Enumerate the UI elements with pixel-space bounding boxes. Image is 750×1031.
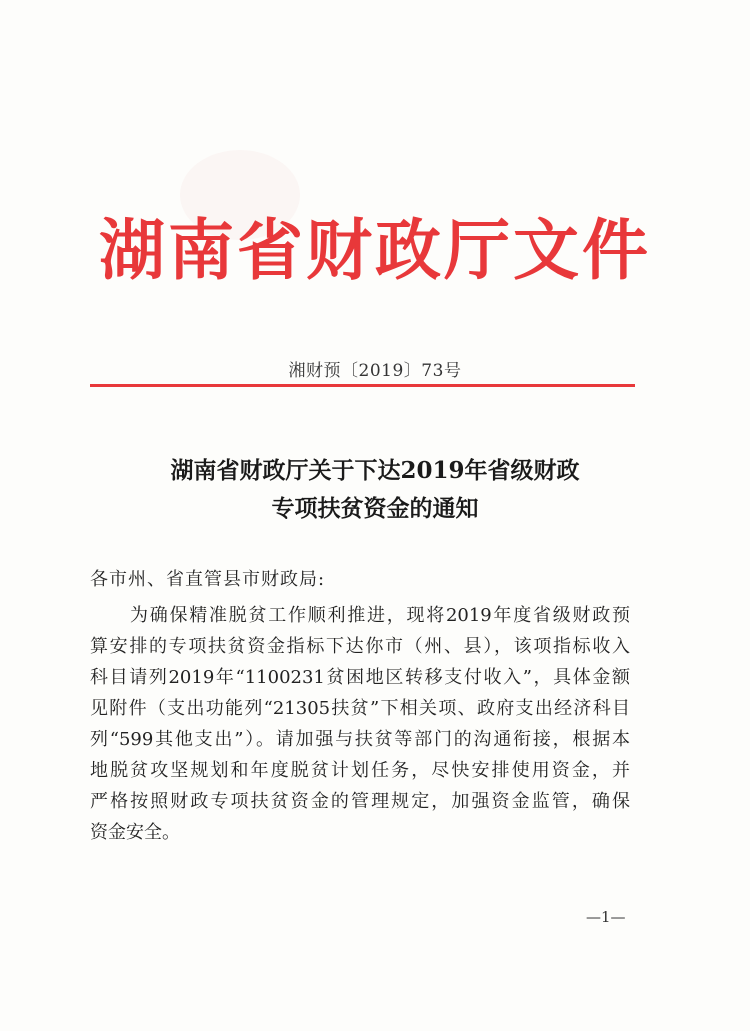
notice-title-line-1: 湖南省财政厅关于下达2019年省级财政 <box>170 457 580 484</box>
red-divider-line <box>90 384 635 387</box>
salutation: 各市州、省直管县市财政局: <box>90 569 326 590</box>
document-number: 湘财预〔2019〕73号 <box>288 361 462 381</box>
body-line: 为确保精准脱贫工作顺利推进，现将2019年度省级财政预 <box>130 605 630 626</box>
notice-title-line-2: 专项扶贫资金的通知 <box>271 495 479 522</box>
body-line: 地脱贫攻坚规划和年度脱贫计划任务，尽快安排使用资金，并 <box>90 760 630 781</box>
body-line: 科目请列2019年“1100231贫困地区转移支付收入”，具体金额 <box>90 667 630 688</box>
body-line: 资金安全。 <box>90 822 180 843</box>
page-number: —1— <box>586 908 626 926</box>
document-header-title: 湖南省财政厅文件 <box>99 212 651 289</box>
body-line: 严格按照财政专项扶贫资金的管理规定，加强资金监管，确保 <box>90 791 630 812</box>
notice-title <box>0 452 750 528</box>
body-line: 算安排的专项扶贫资金指标下达你市（州、县），该项指标收入 <box>90 636 630 657</box>
body-line: 列“599其他支出”）。请加强与扶贫等部门的沟通衔接，根据本 <box>90 729 630 750</box>
body-paragraph <box>90 600 630 848</box>
body-line: 见附件（支出功能列“21305扶贫”下相关项、政府支出经济科目 <box>90 698 630 719</box>
